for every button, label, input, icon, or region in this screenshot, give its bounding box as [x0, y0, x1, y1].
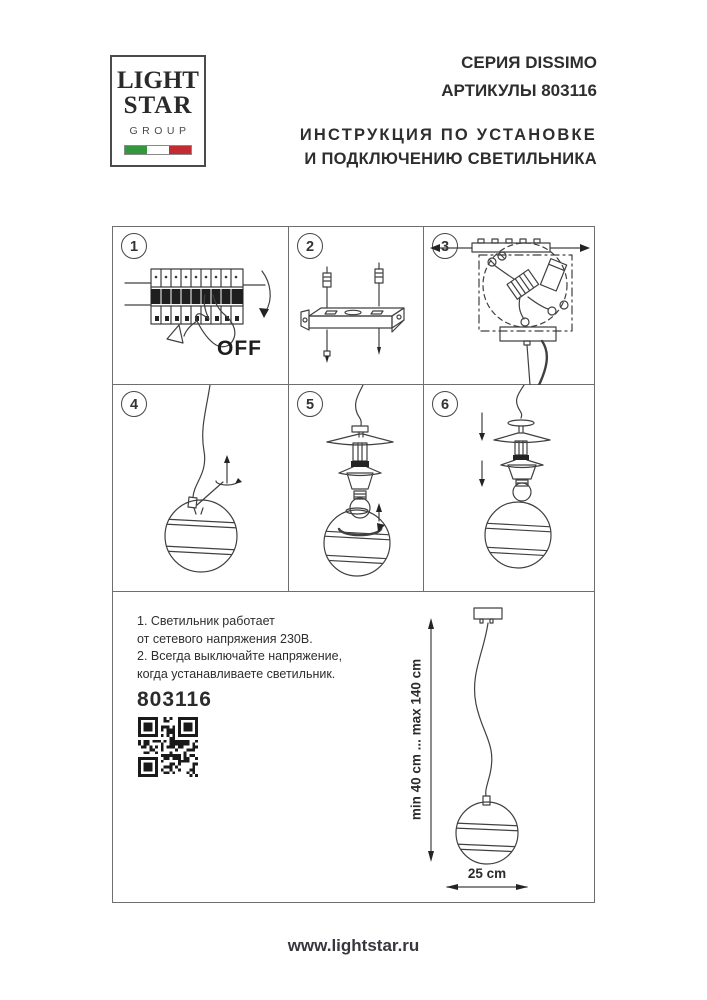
step-number: 4 [121, 391, 147, 417]
bracket-screws-illustration [289, 227, 424, 385]
note-line: от сетевого напряжения 230В. [137, 631, 313, 646]
info-panel [113, 592, 594, 902]
flag-white-segment [147, 146, 169, 154]
step-number: 5 [297, 391, 323, 417]
article-number: 803116 [137, 688, 212, 711]
note-line: 2. Всегда выключайте напряжение, [137, 649, 343, 663]
step-panel-5 [289, 385, 424, 592]
logo-word-light: LIGHT [117, 67, 199, 94]
articles-line: АРТИКУЛЫ 803116 [441, 81, 597, 100]
step-panel-1 [113, 227, 289, 385]
step-panel-4 [113, 385, 289, 592]
doc-title-line1: ИНСТРУКЦИЯ ПО УСТАНОВКЕ [299, 126, 597, 144]
note-line: 1. Светильник работает [137, 614, 275, 628]
step-number: 6 [432, 391, 458, 417]
step-panel-2 [289, 227, 424, 385]
step-number: 1 [121, 233, 147, 259]
note-line: когда устанавливаете светильник. [137, 666, 336, 681]
wiring-illustration [424, 227, 594, 385]
italian-flag-bar [124, 145, 192, 155]
width-dimension-label: 25 cm [467, 866, 507, 881]
breaker-off-illustration [113, 227, 289, 385]
series-line: СЕРИЯ DISSIMO [461, 53, 597, 72]
flag-green-segment [125, 146, 147, 154]
website-url: www.lightstar.ru [287, 936, 420, 955]
logo-word-group: GROUP [129, 125, 191, 137]
logo-word-star: STAR [123, 92, 193, 119]
off-label: OFF [217, 337, 262, 360]
bulb-install-illustration [289, 385, 424, 592]
lightstar-logo [110, 55, 206, 167]
step-panel-3 [424, 227, 594, 385]
document-header [300, 52, 597, 171]
step-number: 2 [297, 233, 323, 259]
step-panel-6 [424, 385, 594, 592]
steps-grid [112, 226, 595, 903]
pendant-dimensions-illustration [113, 592, 594, 902]
flag-red-segment [169, 146, 191, 154]
height-dimension-label: min 40 cm ... max 140 cm [408, 658, 424, 821]
step-number: 3 [432, 233, 458, 259]
hanging-globe-illustration [113, 385, 289, 592]
assembly-lower-illustration [424, 385, 594, 592]
doc-title-line2: И ПОДКЛЮЧЕНИЮ СВЕТИЛЬНИКА [304, 150, 597, 168]
